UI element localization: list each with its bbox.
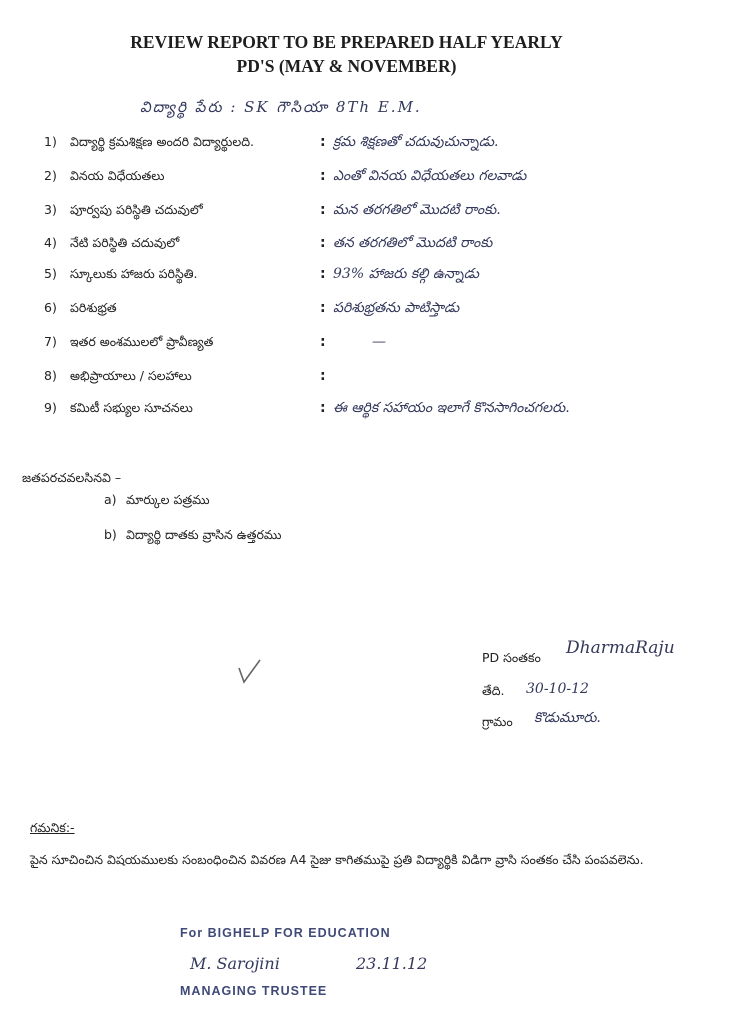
report-title-line1: REVIEW REPORT TO BE PREPARED HALF YEARLY <box>130 32 563 52</box>
item-colon: : <box>320 202 326 218</box>
attachments-heading: జతపరచవలసినవి – <box>22 470 122 485</box>
item-label: కమిటీ సభ్యుల సూచనలు <box>70 400 193 415</box>
item-number: 4) <box>44 235 57 250</box>
stamp-date: 23.11.12 <box>356 954 428 973</box>
item-label: అభిప్రాయాలు / సలహాలు <box>70 368 192 383</box>
check-mark-icon <box>236 658 262 684</box>
review-item <box>0 266 753 294</box>
review-item <box>0 368 753 396</box>
attachment-text: విద్యార్థి దాతకు వ్రాసిన ఉత్తరము <box>126 527 282 542</box>
review-item <box>0 202 753 230</box>
item-number: 5) <box>44 266 57 281</box>
item-answer: ఎంతో వినయ విధేయతలు గలవాడు <box>333 168 527 184</box>
review-item <box>0 400 753 428</box>
item-colon: : <box>320 235 326 251</box>
item-number: 8) <box>44 368 57 383</box>
attachment-item <box>104 527 504 547</box>
stamp-organization: For BIGHELP FOR EDUCATION <box>180 926 391 940</box>
item-answer: మన తరగతిలో మొదటి రాంకు. <box>333 202 501 218</box>
item-label: వినయ విధేయతలు <box>70 168 165 183</box>
attachment-text: మార్కుల పత్రము <box>126 492 210 507</box>
pd-signature: DharmaRaju <box>566 638 675 658</box>
item-answer: 93% హాజరు కల్గి ఉన్నాడు <box>333 266 479 282</box>
item-number: 7) <box>44 334 57 349</box>
note-text: పైన సూచించిన విషయములకు సంబంధించిన వివరణ A4 సైజు కాగితముపై ప్రతి విద్యార్థికి విడిగా వ్రాసి సంతకం చేసి పంపవలెను. <box>30 852 644 867</box>
item-colon: : <box>320 300 326 316</box>
report-title-line2: PD'S (MAY & NOVEMBER) <box>236 56 457 76</box>
item-colon: : <box>320 334 326 350</box>
item-colon: : <box>320 134 326 150</box>
item-number: 9) <box>44 400 57 415</box>
attachment-bullet: a) <box>104 492 117 507</box>
attachment-item <box>104 492 504 512</box>
review-item <box>0 134 753 162</box>
item-number: 2) <box>44 168 57 183</box>
item-number: 6) <box>44 300 57 315</box>
review-item <box>0 168 753 196</box>
item-label: ఇతర అంశములలో ప్రావీణ్యత <box>70 334 214 349</box>
village-label: గ్రామం <box>482 714 513 729</box>
review-item <box>0 334 753 362</box>
item-answer: ఈ ఆర్థిక సహాయం ఇలాగే కొనసాగించగలరు. <box>333 400 570 416</box>
item-answer: పరిశుభ్రతను పాటిస్తాడు <box>333 300 460 316</box>
item-answer: క్రమ శిక్షణతో చదువుచున్నాడు. <box>333 134 499 150</box>
note-heading: గమనిక:- <box>30 820 75 835</box>
pd-signature-label: PD సంతకం <box>482 650 541 665</box>
item-number: 1) <box>44 134 57 149</box>
item-answer: తన తరగతిలో మొదటి రాంకు <box>333 235 493 251</box>
item-answer: — <box>372 334 386 350</box>
review-item <box>0 300 753 328</box>
item-label: పరిశుభ్రత <box>70 300 117 315</box>
item-colon: : <box>320 368 326 384</box>
item-number: 3) <box>44 202 57 217</box>
village-value: కొడుమూరు. <box>534 710 601 726</box>
stamp-role: MANAGING TRUSTEE <box>180 984 328 998</box>
attachment-bullet: b) <box>104 527 117 542</box>
item-colon: : <box>320 168 326 184</box>
item-label: స్కూలుకు హాజరు పరిస్థితి. <box>70 266 198 281</box>
review-item <box>0 235 753 263</box>
item-label: విద్యార్థి క్రమశిక్షణ అందరి విద్యార్థులది. <box>70 134 255 149</box>
item-label: పూర్వపు పరిస్థితి చదువులో <box>70 202 203 217</box>
date-value: 30-10-12 <box>526 681 589 697</box>
item-colon: : <box>320 266 326 282</box>
item-label: నేటి పరిస్థితి చదువులో <box>70 235 180 250</box>
student-name-line: విద్యార్థి పేరు : SK గౌసియా 8Th E.M. <box>140 98 422 116</box>
item-colon: : <box>320 400 326 416</box>
trustee-signature: M. Sarojini <box>190 954 280 973</box>
date-label: తేది. <box>482 683 505 698</box>
